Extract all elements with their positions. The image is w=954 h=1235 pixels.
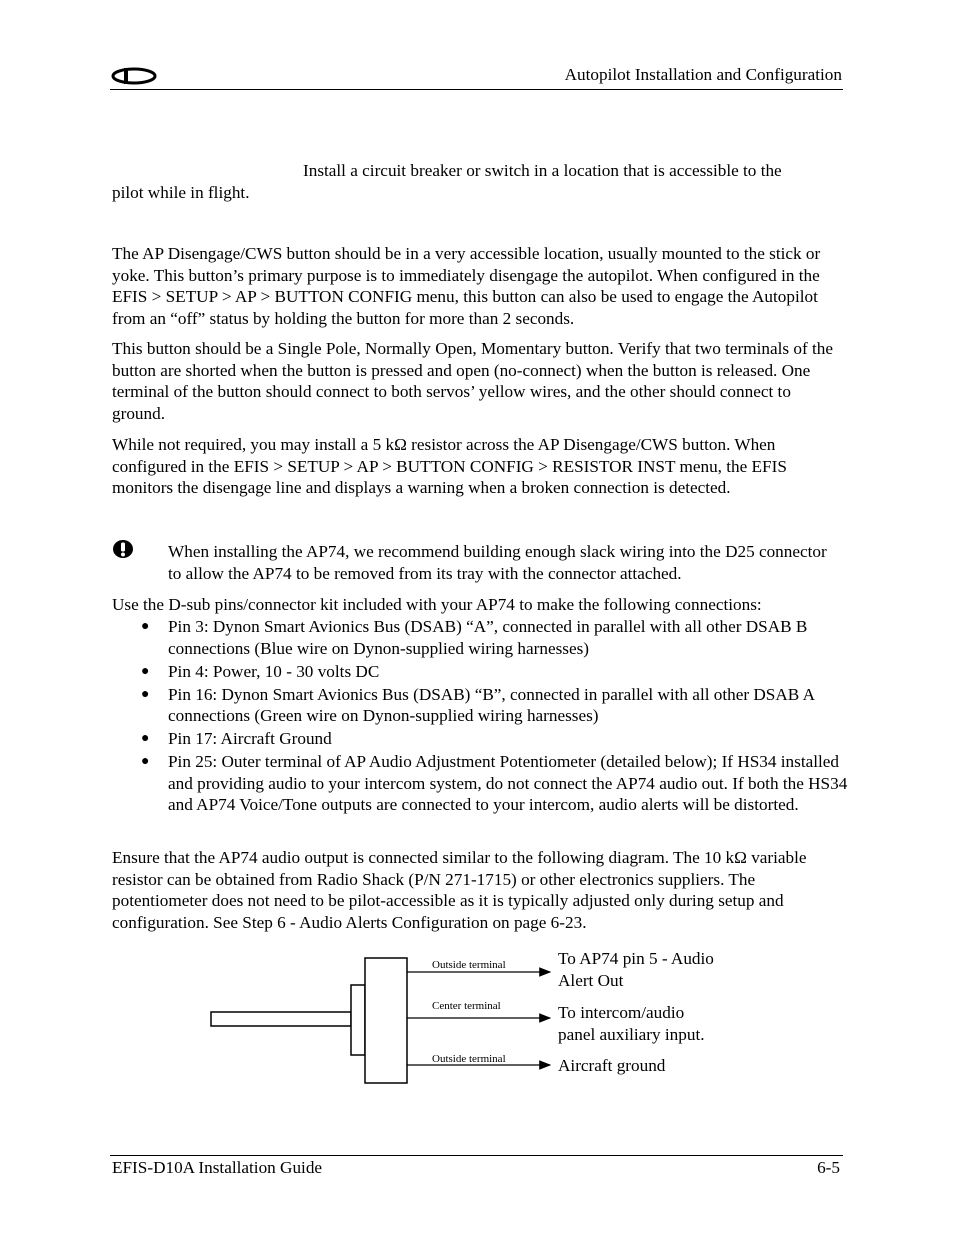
list-item: ● Pin 17: Aircraft Ground <box>141 729 332 749</box>
terminal-label-center: Center terminal <box>432 1000 501 1012</box>
footer-rule <box>110 1155 843 1156</box>
install-note: When installing the AP74, we recommend building enough slack wiring into the D25 connector to allow the AP74 to be removed from its tray with the connector attached. <box>168 542 827 583</box>
footer-guide-title: EFIS-D10A Installation Guide <box>112 1158 323 1177</box>
breaker-line-2: pilot while in flight. <box>112 183 250 202</box>
dest-top-line-2: Alert Out <box>558 971 624 990</box>
header-title: Autopilot Installation and Configuration <box>564 65 842 84</box>
breaker-line-1: Install a circuit breaker or switch in a location that is accessible to the <box>303 161 782 180</box>
button-paragraph-3: While not required, you may install a 5 kΩ resistor across the AP Disengage/CWS button. When configured in the EFIS > SETUP > AP > BUTTON CONFIG > RESISTOR INST menu, the EFIS monitors the disengage line and displays a warning when a broken connection is detected. <box>112 435 787 498</box>
dest-center-line-2: panel auxiliary input. <box>558 1025 705 1044</box>
list-item-text: Pin 16: Dynon Smart Avionics Bus (DSAB) “B”, connected in parallel with all other DSAB A connections (Green wire on Dynon-supplied wiring harnesses) <box>168 684 815 726</box>
list-item-text: Pin 4: Power, 10 - 30 volts DC <box>168 661 380 681</box>
connections-intro: Use the D-sub pins/connector kit included with your AP74 to make the following connections: <box>112 595 762 614</box>
audio-paragraph: Ensure that the AP74 audio output is connected similar to the following diagram. The 10 kΩ variable resistor can be obtained from Radio Shack (P/N 271-1715) or other electronics suppliers. The potentiometer does not need to be pilot-accessible as it is typically adjusted only during setup and configuration. See Step 6 - Audio Alerts Configuration on page 6-23. <box>112 848 807 932</box>
list-item-text: Pin 3: Dynon Smart Avionics Bus (DSAB) “A”, connected in parallel with all other DSAB B connections (Blue wire on Dynon-supplied wiring harnesses) <box>168 617 808 658</box>
potentiometer-shaft <box>211 1012 351 1026</box>
potentiometer-body <box>365 958 407 1083</box>
button-paragraph-2: This button should be a Single Pole, Normally Open, Momentary button. Verify that two terminals of the button are shorted when the button is pressed and open (no-connect) when the button is released. One terminal of the button should connect to both servos’ yellow wires, and the other should connect to ground. <box>112 339 833 423</box>
potentiometer-collar <box>351 985 365 1055</box>
dynon-logo <box>110 66 158 86</box>
list-item: ● Pin 25: Outer terminal of AP Audio Adjustment Potentiometer (detailed below); If HS34 installed and providing audio to your intercom system, do not connect the AP74 audio out. If both the HS34 and AP74 Voice/Tone outputs are connected to your intercom, audio alerts will be distorted. <box>141 752 848 815</box>
button-paragraph-1: The AP Disengage/CWS button should be in a very accessible location, usually mounted to the stick or yoke. This button’s primary purpose is to immediately disengage the autopilot. When configured in the EFIS > SETUP > AP > BUTTON CONFIG menu, this button can also be used to engage the Autopilot from an “off” status by holding the button for more than 2 seconds. <box>112 244 821 328</box>
terminal-label-top: Outside terminal <box>432 959 506 971</box>
dest-top-line-1: To AP74 pin 5 - Audio <box>558 949 714 968</box>
list-item: ● Pin 16: Dynon Smart Avionics Bus (DSAB) “B”, connected in parallel with all other DSAB A connections (Green wire on Dynon-supplied wiring harnesses) <box>141 684 815 726</box>
pin-connection-list <box>141 616 848 817</box>
list-item: ● Pin 4: Power, 10 - 30 volts DC <box>141 661 380 681</box>
dest-center-line-1: To intercom/audio <box>558 1003 685 1022</box>
list-item-text: Pin 17: Aircraft Ground <box>168 729 332 749</box>
list-item-text: Pin 25: Outer terminal of AP Audio Adjustment Potentiometer (detailed below); If HS34 installed and providing audio to your intercom system, do not connect the AP74 audio out. If both the HS34 and AP74 Voice/Tone outputs are connected to your intercom, audio alerts will be distorted. <box>168 752 848 815</box>
caution-icon <box>112 539 134 559</box>
terminal-label-bottom: Outside terminal <box>432 1053 506 1065</box>
potentiometer-diagram-svg <box>200 945 760 1095</box>
list-item: ● Pin 3: Dynon Smart Avionics Bus (DSAB) “A”, connected in parallel with all other DSAB B connections (Blue wire on Dynon-supplied wiring harnesses) <box>141 617 808 658</box>
header-rule <box>110 89 843 90</box>
footer-page-number: 6-5 <box>817 1158 840 1177</box>
dest-bottom: Aircraft ground <box>558 1056 666 1075</box>
potentiometer-diagram <box>200 945 760 1095</box>
